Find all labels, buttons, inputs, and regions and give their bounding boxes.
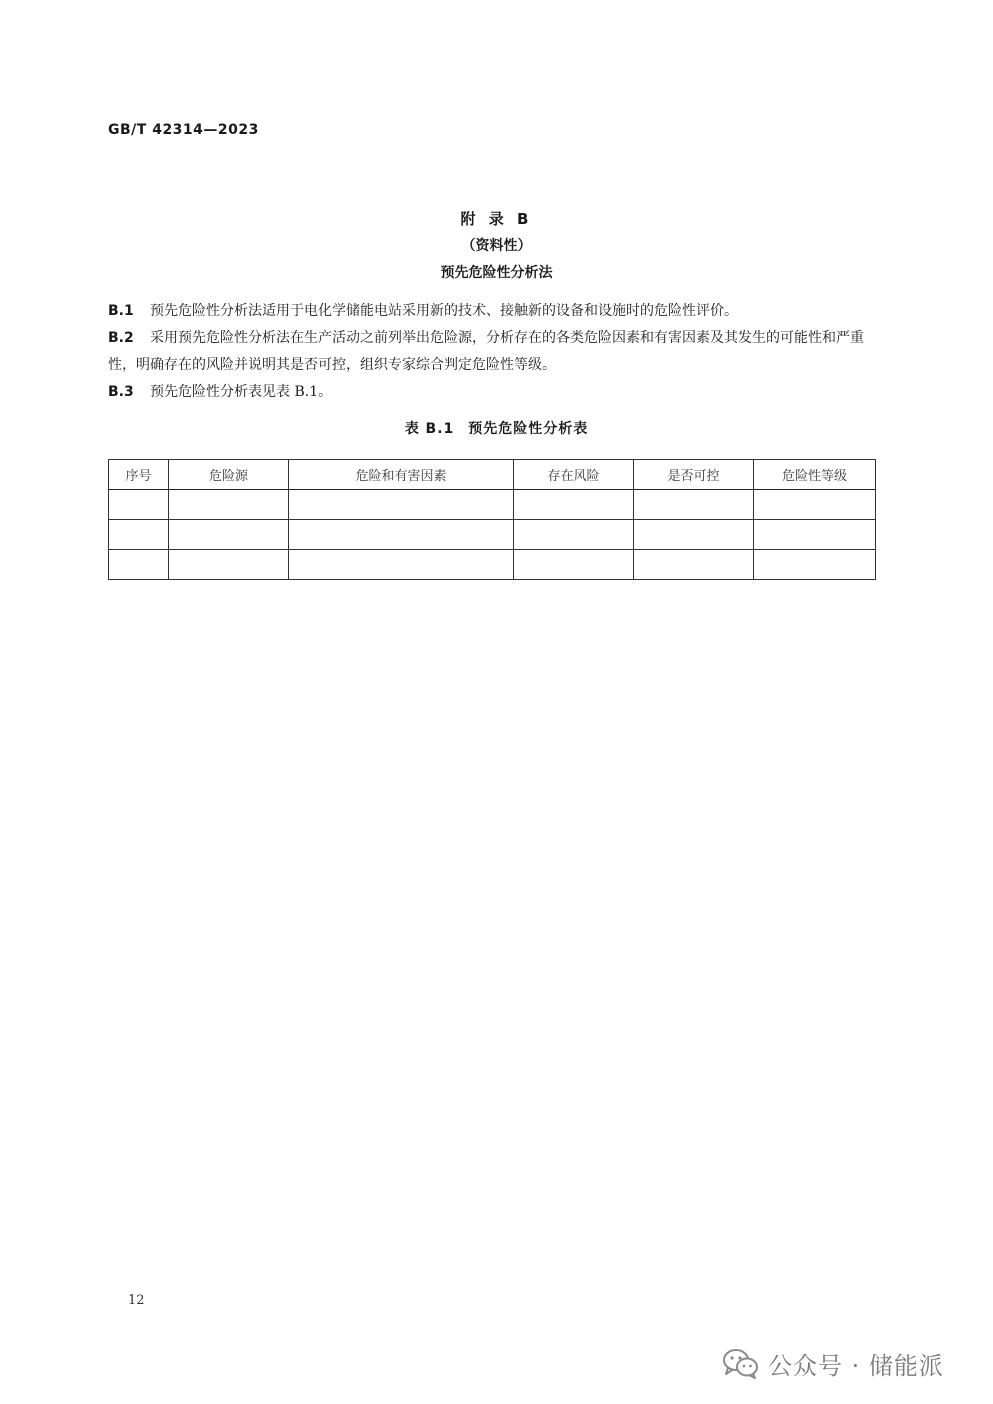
table-cell [634,550,754,580]
table-cell [109,550,169,580]
table-row [109,490,876,520]
watermark [722,1346,944,1381]
header-hazard-source: 危险源 [169,460,289,490]
header-hazard-level: 危险性等级 [754,460,876,490]
table-cell [754,490,876,520]
table-row [109,550,876,580]
table-cell [514,520,634,550]
table-cell [634,490,754,520]
clause-text: 预先危险性分析表见表 B.1。 [150,384,333,400]
table-row [109,520,876,550]
table-cell [289,520,514,550]
table-caption [0,418,993,438]
table-cell [109,490,169,520]
table-cell [169,550,289,580]
clause-text: 预先危险性分析法适用于电化学储能电站采用新的技术、接触新的设备和设施时的危险性评价。 [150,303,738,319]
page-number: 12 [128,1293,145,1308]
table-cell [289,550,514,580]
clause-number: B.3 [108,384,134,400]
table-cell [754,550,876,580]
header-serial-number: 序号 [109,460,169,490]
table-cell [634,520,754,550]
watermark-text: 公众号 · 储能派 [768,1352,944,1380]
clause-b2 [108,325,876,379]
clause-list [108,298,876,406]
hazard-analysis-table [108,459,876,580]
clause-number: B.2 [108,330,134,346]
table-cell [514,490,634,520]
table-cell [169,520,289,550]
header-existing-risk: 存在风险 [514,460,634,490]
table-cell [109,520,169,550]
table-cell [169,490,289,520]
clause-b1 [108,298,876,325]
header-hazard-factors: 危险和有害因素 [289,460,514,490]
appendix-subject: 预先危险性分析法 [440,265,553,281]
clause-text: 采用预先危险性分析法在生产活动之前列举出危险源，分析存在的各类危险因素和有害因素及其发生的可能性和严重性，明确存在的风险并说明其是否可控，组织专家综合判定危险性等级。 [108,330,864,373]
table-caption-title: 预先危险性分析表 [468,421,589,437]
header-controllable: 是否可控 [634,460,754,490]
document-code: GB/T 42314—2023 [108,122,259,138]
wechat-icon [722,1348,760,1380]
table-caption-number: 表 B.1 [404,421,455,437]
appendix-type: （资料性） [461,238,532,254]
clause-b3 [108,379,876,406]
table-cell [289,490,514,520]
table-header-row [109,460,876,490]
appendix-title: 附 录 B [460,210,533,228]
clause-number: B.1 [108,303,134,319]
table-cell [754,520,876,550]
table-cell [514,550,634,580]
